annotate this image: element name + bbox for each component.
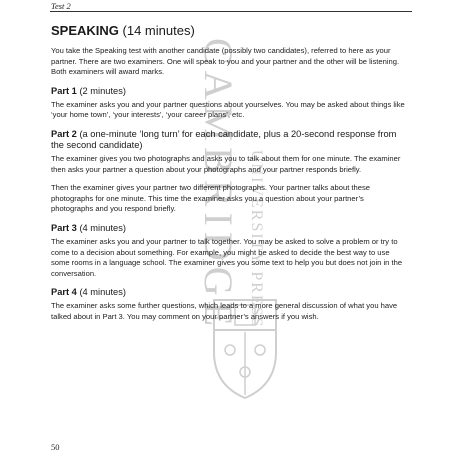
part1-note: (2 minutes) <box>79 85 126 96</box>
part2-body1: The examiner gives you two photographs and asks you to talk about them for one minute. The examiner then asks your partner a question about your photographs and your partner responds briefly. <box>51 153 401 174</box>
part1-heading <box>51 86 407 97</box>
part3-label: Part 3 <box>51 222 77 233</box>
running-head: Test 2 <box>51 1 71 11</box>
part1-label: Part 1 <box>51 85 77 96</box>
part4-note: (4 minutes) <box>79 287 126 298</box>
watermark-line1: CAMBRIDGE <box>196 38 241 333</box>
part2-note: (a one-minute ‘long turn’ for each candidate, plus a 20-second response from the second candidate) <box>51 128 397 150</box>
page-title <box>51 23 407 38</box>
page-content <box>51 23 407 331</box>
part2-label: Part 2 <box>51 128 77 139</box>
header-rule <box>50 11 412 12</box>
part2-heading <box>51 129 407 151</box>
part1-body: The examiner asks you and your partner questions about yourselves. You may be asked about things like ‘your home town’, ‘your interests’, ‘your career plans’, etc. <box>51 99 405 120</box>
part4-heading <box>51 287 407 298</box>
page-number: 50 <box>51 442 60 452</box>
part3-note: (4 minutes) <box>79 222 126 233</box>
part2-body2: Then the examiner gives your partner two different photographs. Your partner talks about these photographs for one minute. This time the examiner asks you a question about your partner’s photographs and you respond briefly. <box>51 183 370 214</box>
part3-body: The examiner asks you and your partner to talk together. You may be asked to solve a problem or try to come to a decision about something. For example, you might be asked to decide the best way to use some rooms in a language school. The examiner gives you some text to help you but does not join in the conversation. <box>51 236 403 278</box>
watermark-line2: UNIVERSITY PRESS <box>248 150 265 329</box>
title-main: SPEAKING <box>51 23 119 38</box>
title-duration: (14 minutes) <box>122 23 195 38</box>
part4-body: The examiner asks some further questions, which leads to a more general discussion of what you have talked about in Part 3. You may comment on your partner’s answers if you wish. <box>51 301 398 321</box>
intro-paragraph: You take the Speaking test with another candidate (possibly two candidates), referred to here as your partner. There are two examiners. One will speak to you and your partner and the other will be listening. Both examiners will award marks. <box>51 46 400 77</box>
part4-label: Part 4 <box>51 287 77 298</box>
part3-heading <box>51 223 407 234</box>
